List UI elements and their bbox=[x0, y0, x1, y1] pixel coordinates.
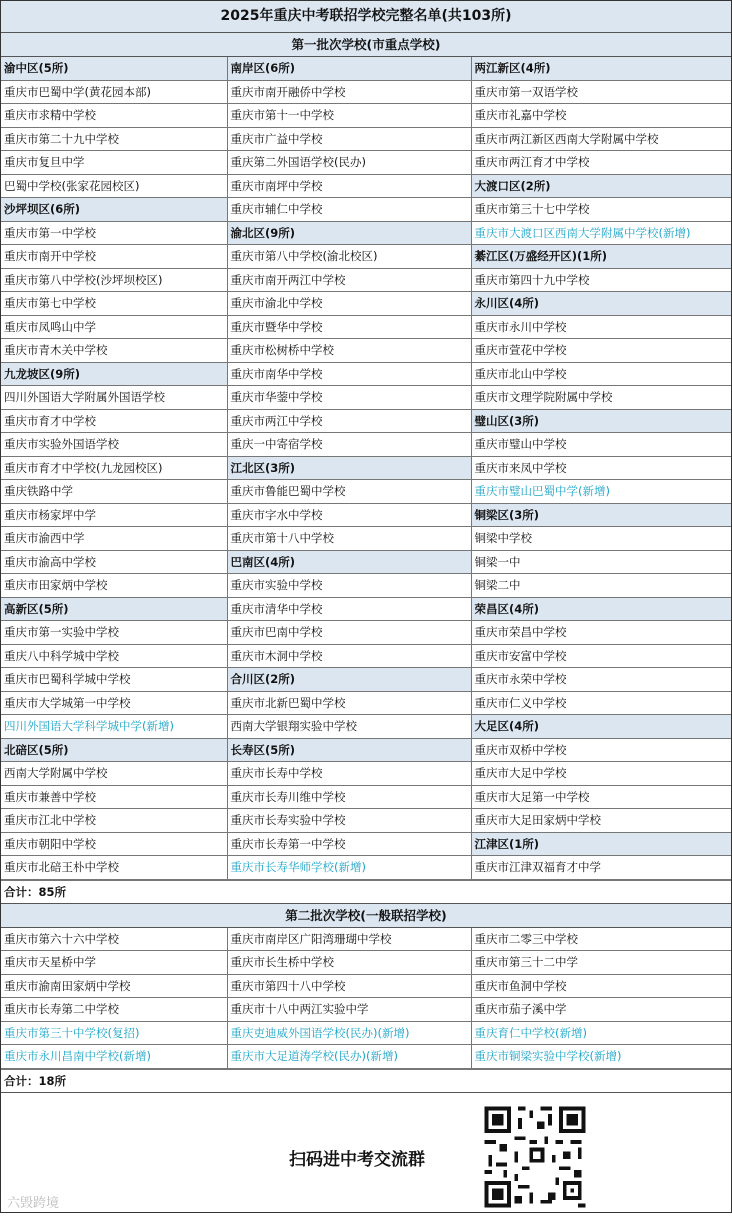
table-row bbox=[1, 362, 731, 386]
school-cell: 西南大学银翔实验中学校 bbox=[227, 715, 471, 739]
school-cell: 重庆市育才中学校(九龙园校区) bbox=[1, 456, 227, 480]
school-cell: 重庆市第一实验中学校 bbox=[1, 621, 227, 645]
school-cell: 重庆市实验中学校 bbox=[227, 574, 471, 598]
school-cell: 重庆市永川昌南中学校(新增) bbox=[1, 1045, 227, 1069]
table-row bbox=[1, 127, 731, 151]
school-cell: 重庆市第十八中学校 bbox=[227, 527, 471, 551]
school-cell: 重庆市暨华中学校 bbox=[227, 315, 471, 339]
district-header: 铜梁区(3所) bbox=[471, 503, 731, 527]
school-cell: 重庆市天星桥中学 bbox=[1, 951, 227, 975]
school-cell: 重庆市田家炳中学校 bbox=[1, 574, 227, 598]
school-cell: 重庆市茄子溪中学 bbox=[471, 998, 731, 1022]
school-cell: 重庆市大足田家炳中学校 bbox=[471, 809, 731, 833]
school-cell: 重庆市仁义中学校 bbox=[471, 691, 731, 715]
school-cell: 重庆市巴蜀科学城中学校 bbox=[1, 668, 227, 692]
school-cell: 重庆市南华中学校 bbox=[227, 362, 471, 386]
table-row bbox=[1, 856, 731, 880]
table-row bbox=[1, 527, 731, 551]
school-cell: 重庆市广益中学校 bbox=[227, 127, 471, 151]
school-cell: 重庆市长寿第一中学校 bbox=[227, 832, 471, 856]
district-header: 长寿区(5所) bbox=[227, 738, 471, 762]
school-cell: 重庆市第六十六中学校 bbox=[1, 928, 227, 951]
school-cell: 重庆市求精中学校 bbox=[1, 104, 227, 128]
table-row bbox=[1, 668, 731, 692]
school-cell: 重庆市渝高中学校 bbox=[1, 550, 227, 574]
table-row bbox=[1, 245, 731, 269]
table-row bbox=[1, 715, 731, 739]
school-cell: 重庆市大渡口区西南大学附属中学校(新增) bbox=[471, 221, 731, 245]
school-cell: 重庆市礼嘉中学校 bbox=[471, 104, 731, 128]
district-header: 九龙坡区(9所) bbox=[1, 362, 227, 386]
table-row bbox=[1, 480, 731, 504]
school-cell: 重庆市第三十七中学校 bbox=[471, 198, 731, 222]
district-header: 江津区(1所) bbox=[471, 832, 731, 856]
school-cell: 重庆市永川中学校 bbox=[471, 315, 731, 339]
table-row bbox=[1, 785, 731, 809]
table-row bbox=[1, 221, 731, 245]
school-cell: 四川外国语大学科学城中学(新增) bbox=[1, 715, 227, 739]
school-cell: 重庆市来凤中学校 bbox=[471, 456, 731, 480]
school-cell: 重庆市铜梁实验中学校(新增) bbox=[471, 1045, 731, 1069]
school-cell: 重庆市第七中学校 bbox=[1, 292, 227, 316]
school-cell: 重庆市萱花中学校 bbox=[471, 339, 731, 363]
school-cell: 重庆市南开两江中学校 bbox=[227, 268, 471, 292]
table-row bbox=[1, 339, 731, 363]
school-cell: 重庆市第三十二中学 bbox=[471, 951, 731, 975]
table-row bbox=[1, 1045, 731, 1069]
district-header: 大足区(4所) bbox=[471, 715, 731, 739]
school-cell: 重庆市渝西中学 bbox=[1, 527, 227, 551]
table-row bbox=[1, 433, 731, 457]
school-cell: 重庆市十八中两江实验中学 bbox=[227, 998, 471, 1022]
school-cell: 铜梁一中 bbox=[471, 550, 731, 574]
table-row bbox=[1, 386, 731, 410]
district-header: 合川区(2所) bbox=[227, 668, 471, 692]
school-cell: 重庆市巴南中学校 bbox=[227, 621, 471, 645]
school-cell: 重庆市华蓥中学校 bbox=[227, 386, 471, 410]
school-cell: 重庆市辅仁中学校 bbox=[227, 198, 471, 222]
table-row bbox=[1, 928, 731, 951]
school-cell: 重庆市木洞中学校 bbox=[227, 644, 471, 668]
batch1-total: 合计：85所 bbox=[1, 880, 731, 904]
school-cell: 重庆市巴蜀中学(黄花园本部) bbox=[1, 80, 227, 104]
table-row bbox=[1, 738, 731, 762]
school-cell: 重庆市字水中学校 bbox=[227, 503, 471, 527]
school-cell: 重庆市荣昌中学校 bbox=[471, 621, 731, 645]
table-row bbox=[1, 832, 731, 856]
district-header: 大渡口区(2所) bbox=[471, 174, 731, 198]
table-row bbox=[1, 621, 731, 645]
school-cell: 重庆市南岸区广阳湾珊瑚中学校 bbox=[227, 928, 471, 951]
school-cell: 重庆一中寄宿学校 bbox=[227, 433, 471, 457]
school-cell: 重庆八中科学城中学校 bbox=[1, 644, 227, 668]
school-cell: 重庆市璧山巴蜀中学(新增) bbox=[471, 480, 731, 504]
school-cell: 重庆市长寿川维中学校 bbox=[227, 785, 471, 809]
qr-code-icon[interactable] bbox=[481, 1103, 589, 1211]
school-cell: 铜梁二中 bbox=[471, 574, 731, 598]
school-cell: 重庆第二外国语学校(民办) bbox=[227, 151, 471, 175]
school-cell: 重庆市长生桥中学校 bbox=[227, 951, 471, 975]
page-title: 2025年重庆中考联招学校完整名单(共103所) bbox=[1, 1, 731, 33]
district-header: 渝北区(9所) bbox=[227, 221, 471, 245]
school-cell: 重庆铁路中学 bbox=[1, 480, 227, 504]
school-cell: 重庆市南开中学校 bbox=[1, 245, 227, 269]
table-row bbox=[1, 292, 731, 316]
table-row bbox=[1, 809, 731, 833]
school-cell: 重庆市安富中学校 bbox=[471, 644, 731, 668]
school-cell: 重庆市长寿华师学校(新增) bbox=[227, 856, 471, 880]
school-cell: 重庆市大足中学校 bbox=[471, 762, 731, 786]
school-cell: 重庆市第八中学校(渝北校区) bbox=[227, 245, 471, 269]
district-header: 永川区(4所) bbox=[471, 292, 731, 316]
district-header: 璧山区(3所) bbox=[471, 409, 731, 433]
district-header: 渝中区(5所) bbox=[1, 57, 227, 80]
school-cell: 重庆市大足第一中学校 bbox=[471, 785, 731, 809]
district-header: 綦江区(万盛经开区)(1所) bbox=[471, 245, 731, 269]
school-cell: 重庆市长寿实验中学校 bbox=[227, 809, 471, 833]
table-row bbox=[1, 456, 731, 480]
school-cell: 重庆市双桥中学校 bbox=[471, 738, 731, 762]
table-row bbox=[1, 574, 731, 598]
school-cell: 重庆市第一中学校 bbox=[1, 221, 227, 245]
table-row bbox=[1, 80, 731, 104]
school-cell: 重庆市北碚王朴中学校 bbox=[1, 856, 227, 880]
school-cell: 重庆市璧山中学校 bbox=[471, 433, 731, 457]
school-cell: 重庆市清华中学校 bbox=[227, 597, 471, 621]
district-header: 南岸区(6所) bbox=[227, 57, 471, 80]
table-row bbox=[1, 315, 731, 339]
table-row bbox=[1, 409, 731, 433]
school-cell: 重庆市大学城第一中学校 bbox=[1, 691, 227, 715]
table-row bbox=[1, 951, 731, 975]
school-cell: 铜梁中学校 bbox=[471, 527, 731, 551]
table-row bbox=[1, 1021, 731, 1045]
batch1-heading: 第一批次学校(市重点学校) bbox=[1, 33, 731, 57]
school-cell: 重庆市二零三中学校 bbox=[471, 928, 731, 951]
school-cell: 重庆市南开融侨中学校 bbox=[227, 80, 471, 104]
school-cell: 重庆市大足道涛学校(民办)(新增) bbox=[227, 1045, 471, 1069]
table-row bbox=[1, 597, 731, 621]
school-cell: 重庆市文理学院附属中学校 bbox=[471, 386, 731, 410]
school-cell: 重庆市凤鸣山中学 bbox=[1, 315, 227, 339]
school-cell: 重庆市长寿第二中学校 bbox=[1, 998, 227, 1022]
school-cell: 重庆市南坪中学校 bbox=[227, 174, 471, 198]
school-cell: 重庆市北山中学校 bbox=[471, 362, 731, 386]
school-cell: 重庆市第二十九中学校 bbox=[1, 127, 227, 151]
school-cell: 重庆市朝阳中学校 bbox=[1, 832, 227, 856]
scan-prompt: 扫码进中考交流群 bbox=[289, 1149, 425, 1170]
school-cell: 重庆市渝南田家炳中学校 bbox=[1, 974, 227, 998]
footer bbox=[1, 1093, 731, 1217]
school-cell: 西南大学附属中学校 bbox=[1, 762, 227, 786]
table-row bbox=[1, 174, 731, 198]
batch2-heading: 第二批次学校(一般联招学校) bbox=[1, 904, 731, 928]
school-cell: 重庆市两江中学校 bbox=[227, 409, 471, 433]
watermark: 六毁跨境 bbox=[7, 1195, 60, 1211]
school-cell: 重庆市第十一中学校 bbox=[227, 104, 471, 128]
table-row bbox=[1, 198, 731, 222]
school-cell: 重庆市鱼洞中学校 bbox=[471, 974, 731, 998]
school-cell: 重庆育仁中学校(新增) bbox=[471, 1021, 731, 1045]
school-cell: 重庆市长寿中学校 bbox=[227, 762, 471, 786]
school-cell: 重庆市杨家坪中学 bbox=[1, 503, 227, 527]
school-cell: 重庆市两江新区西南大学附属中学校 bbox=[471, 127, 731, 151]
school-cell: 重庆市育才中学校 bbox=[1, 409, 227, 433]
district-header: 沙坪坝区(6所) bbox=[1, 198, 227, 222]
table-row bbox=[1, 104, 731, 128]
district-header: 北碚区(5所) bbox=[1, 738, 227, 762]
school-cell: 重庆市永荣中学校 bbox=[471, 668, 731, 692]
table-row bbox=[1, 268, 731, 292]
school-cell: 重庆市第三十中学校(复招) bbox=[1, 1021, 227, 1045]
school-cell: 重庆市实验外国语学校 bbox=[1, 433, 227, 457]
school-cell: 巴蜀中学校(张家花园校区) bbox=[1, 174, 227, 198]
batch2-total: 合计：18所 bbox=[1, 1069, 731, 1093]
school-cell: 四川外国语大学附属外国语学校 bbox=[1, 386, 227, 410]
table-row bbox=[1, 550, 731, 574]
district-header: 巴南区(4所) bbox=[227, 550, 471, 574]
school-cell: 重庆市江北中学校 bbox=[1, 809, 227, 833]
school-cell: 重庆市渝北中学校 bbox=[227, 292, 471, 316]
school-cell: 重庆市第四十八中学校 bbox=[227, 974, 471, 998]
table-row bbox=[1, 998, 731, 1022]
school-cell: 重庆市兼善中学校 bbox=[1, 785, 227, 809]
table-row bbox=[1, 762, 731, 786]
batch1-table bbox=[1, 57, 731, 880]
table-row bbox=[1, 151, 731, 175]
district-header: 两江新区(4所) bbox=[471, 57, 731, 80]
school-cell: 重庆市江津双福育才中学 bbox=[471, 856, 731, 880]
table-row bbox=[1, 691, 731, 715]
school-cell: 重庆市第四十九中学校 bbox=[471, 268, 731, 292]
school-cell: 重庆市第八中学校(沙坪坝校区) bbox=[1, 268, 227, 292]
table-row bbox=[1, 503, 731, 527]
district-header: 江北区(3所) bbox=[227, 456, 471, 480]
batch2-table bbox=[1, 928, 731, 1069]
district-header: 荣昌区(4所) bbox=[471, 597, 731, 621]
school-cell: 重庆市第一双语学校 bbox=[471, 80, 731, 104]
school-cell: 重庆市两江育才中学校 bbox=[471, 151, 731, 175]
school-cell: 重庆市鲁能巴蜀中学校 bbox=[227, 480, 471, 504]
school-cell: 重庆市青木关中学校 bbox=[1, 339, 227, 363]
table-row bbox=[1, 57, 731, 80]
district-header: 高新区(5所) bbox=[1, 597, 227, 621]
school-cell: 重庆市北新巴蜀中学校 bbox=[227, 691, 471, 715]
table-row bbox=[1, 974, 731, 998]
table-row bbox=[1, 644, 731, 668]
school-cell: 重庆吏迪威外国语学校(民办)(新增) bbox=[227, 1021, 471, 1045]
school-cell: 重庆市松树桥中学校 bbox=[227, 339, 471, 363]
school-cell: 重庆市复旦中学 bbox=[1, 151, 227, 175]
